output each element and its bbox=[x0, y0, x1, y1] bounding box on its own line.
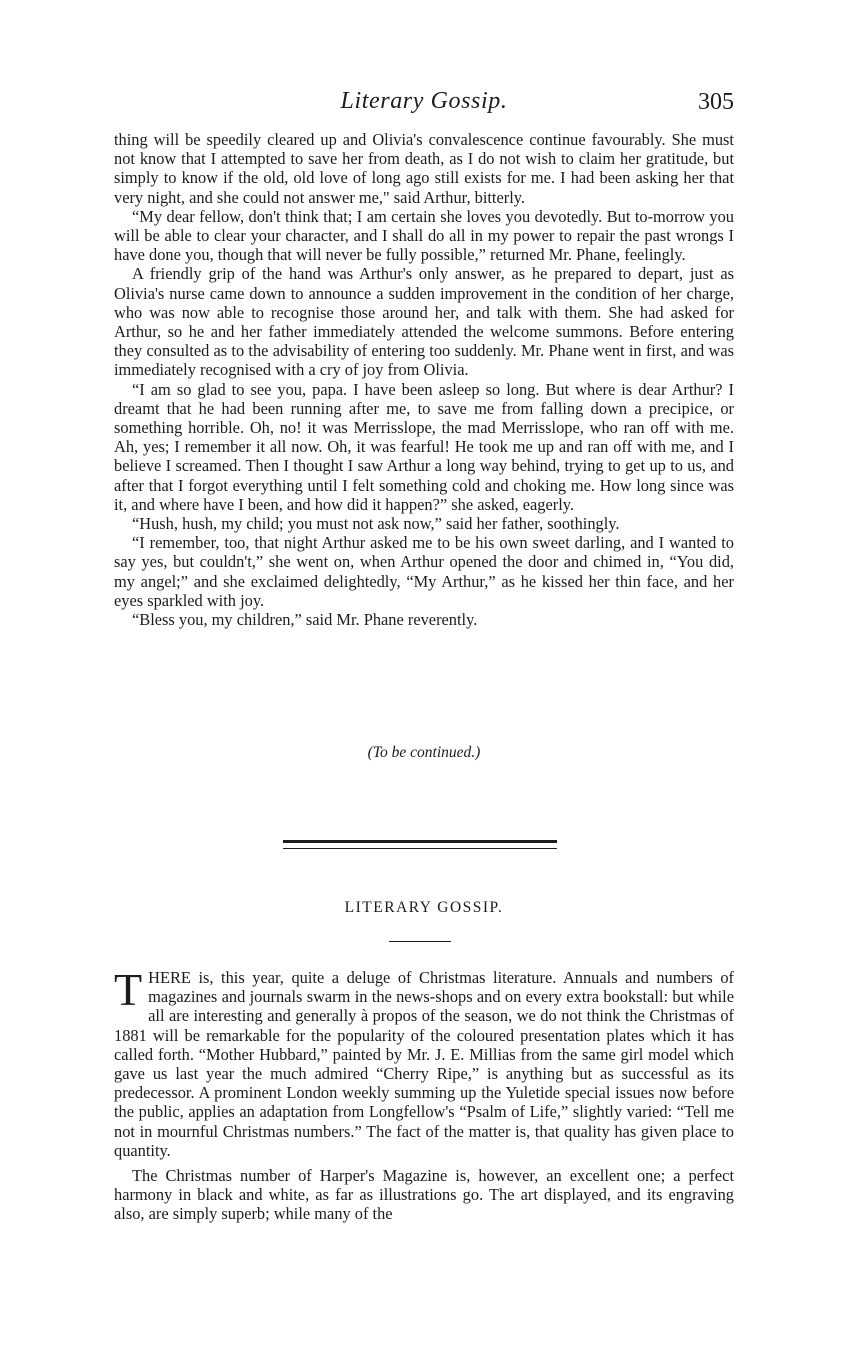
page-number: 305 bbox=[698, 89, 734, 115]
gossip-paragraph-text: HERE is, this year, quite a deluge of Christmas literature. Annuals and numbers of magazines and journals swarm in the news-shops and on every extra bookstall: but while all are interesting and generally à propos of the season, we do not think the Christmas of 1881 will be remarkable for the popularity of the coloured presentation plates which it has called forth. “Mother Hubbard,” painted by Mr. J. E. Millias from the same girl model which gave us last year the much admired “Cherry Ripe,” is anything but as successful as its predecessor. A prominent London weekly summing up the Yuletide special issues now before the public, applies an adaptation from Longfellow's “Psalm of Life,” slightly varied: “Tell me not in mournful Christmas numbers.” The fact of the matter is, that quality has given place to quantity. bbox=[114, 968, 734, 1160]
drop-cap: T bbox=[114, 964, 143, 1015]
story-paragraph: “My dear fellow, don't think that; I am certain she loves you devotedly. But to-morrow you will be able to clear your character, and I shall do all in my power to repair the past wrongs I have done you, though that will never be fully possible,” returned Mr. Phane, feelingly. bbox=[114, 206, 734, 265]
story-paragraph: “Hush, hush, my child; you must not ask now,” said her father, soothingly. bbox=[132, 514, 620, 534]
story-paragraph: A friendly grip of the hand was Arthur's only answer, as he prepared to depart, just as Olivia's nurse came down to announce a sudden improvement in the condition of her charge, who was now able to recognise those around her, and talk with them. She had asked for Arthur, so he and her father immediately attended the welcome summons. Before entering they consulted as to the advisability of entering too suddenly. Mr. Phane went in first, and was immediately recognised with a cry of joy from Olivia. bbox=[114, 264, 734, 380]
story-paragraph: “I am so glad to see you, papa. I have been asleep so long. But where is dear Arthur? I dreamt that he had been running after me, to save me from falling down a precipice, or something horrible. Oh, no! it was Merrisslope, the mad Merrisslope, who ran off with me. Ah, yes; I remember it all now. Oh, it was fearful! He took me up and ran off with me, and I believe I screamed. Then I thought I saw Arthur a long way behind, trying to get up to us, and after that I forgot everything until I felt something cold and choking me. How long since was it, and where have I been, and how did it happen?” she asked, eagerly. bbox=[114, 379, 734, 514]
literary-gossip-article bbox=[114, 964, 734, 1224]
story-paragraph: “I remember, too, that night Arthur asked me to be his own sweet darling, and I wanted to say yes, but couldn't,” she went on, when Arthur opened the door and chimed in, “You did, my angel;” and she exclaimed delightedly, “My Arthur,” as he kissed her thin face, and her eyes sparkled with joy. bbox=[114, 533, 734, 610]
running-title: Literary Gossip. bbox=[340, 88, 508, 114]
heading-rule bbox=[389, 941, 451, 942]
story-paragraph: “Bless you, my children,” said Mr. Phane reverently. bbox=[132, 610, 478, 630]
section-divider bbox=[283, 840, 557, 849]
running-head bbox=[114, 88, 734, 122]
story-continuation bbox=[114, 130, 734, 629]
gossip-paragraph bbox=[114, 964, 734, 1160]
gossip-paragraph: The Christmas number of Harper's Magazine is, however, an excellent one; a perfect harmony in black and white, as far as illustrations go. The art displayed, and its engraving also, are simply superb; while many of the bbox=[114, 1166, 734, 1224]
story-paragraph: thing will be speedily cleared up and Olivia's convalescence continue favourably. She must not know that I attempted to save her from death, as I do not wish to claim her gratitude, but simply to know if the old, old love of long ago still exists for me. I had been asking her that very night, and she could not answer me," said Arthur, bitterly. bbox=[114, 130, 734, 207]
section-heading: LITERARY GOSSIP. bbox=[344, 899, 504, 916]
to-be-continued-note: (To be continued.) bbox=[367, 744, 481, 761]
